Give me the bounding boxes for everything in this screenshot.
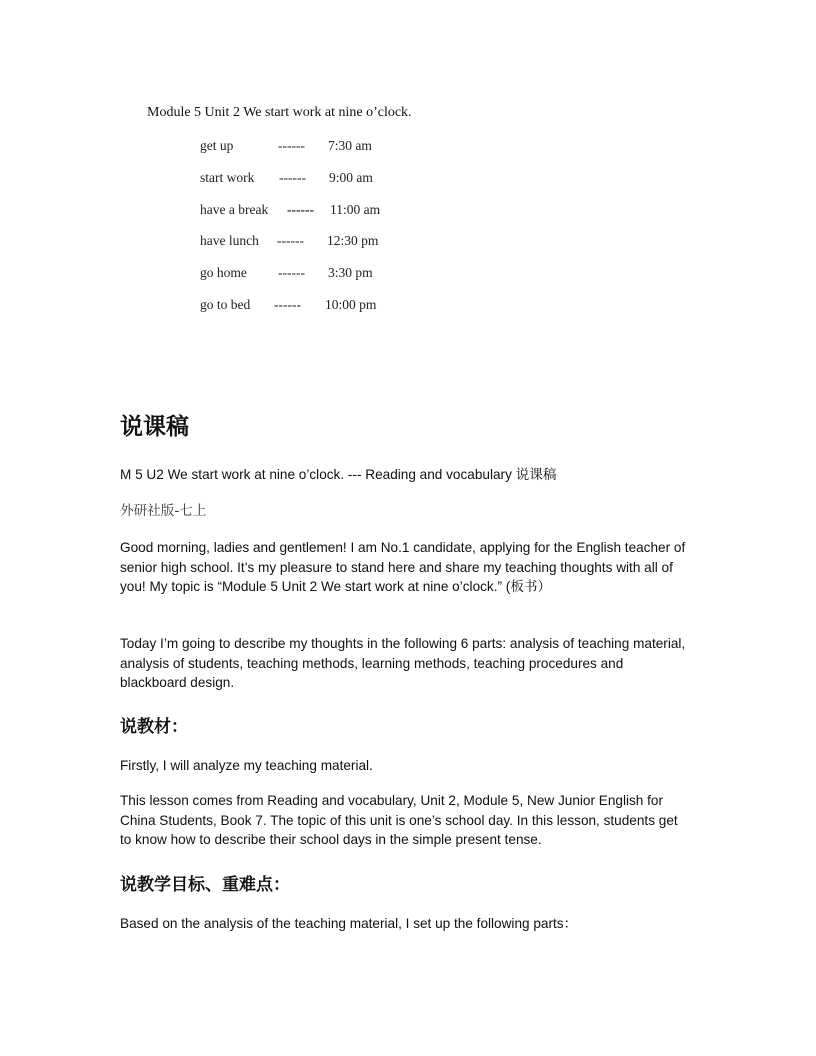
edition-label: 外研社版-七上 [120,503,207,519]
section-heading-material: 说教材： [120,717,188,737]
document-heading: 说课稿 [120,414,189,440]
schedule-activity: go to bed [200,297,251,312]
schedule-activity: go home [200,265,247,280]
schedule-time: 9:00 am [329,170,373,185]
schedule-dash: ------ [277,233,304,248]
schedule-dash: ------ [278,265,305,280]
schedule-activity: have a break [200,202,269,217]
schedule-dash: ------ [287,202,314,217]
schedule-row [200,297,420,317]
schedule-time: 3:30 pm [328,265,373,280]
blackboard-title: Module 5 Unit 2 We start work at nine o’clock. [147,105,412,120]
schedule-activity: get up [200,138,234,153]
schedule-time: 11:00 am [330,202,381,217]
schedule-row [200,170,420,190]
subtitle: M 5 U2 We start work at nine o’clock. --- Reading and vocabulary 说课稿 [120,467,557,482]
schedule-activity: have lunch [200,233,259,248]
schedule-activity: start work [200,170,255,185]
material-paragraph: This lesson comes from Reading and vocabulary, Unit 2, Module 5, New Junior English for China Students, Book 7. The topic of this unit is one’s school day. In this lesson, students get to know how to describe their school days in the simple present tense. [120,793,678,847]
schedule-dash: ------ [274,297,301,312]
section-heading-objectives: 说教学目标、重难点： [120,875,290,895]
schedule-time: 7:30 am [328,138,372,153]
schedule-dash: ------ [279,170,306,185]
schedule-row [200,233,420,253]
schedule-time: 10:00 pm [325,297,377,312]
material-intro: Firstly, I will analyze my teaching material. [120,758,373,773]
schedule-row [200,265,420,285]
schedule-row [200,202,420,222]
intro-paragraph: Good morning, ladies and gentlemen! I am No.1 candidate, applying for the English teacher of senior high school. It’s my pleasure to stand here and share my teaching thoughts with all of you! My topic is “Module 5 Unit 2 We start work at nine o’clock.” (板书） [120,540,686,594]
outline-paragraph: Today I’m going to describe my thoughts in the following 6 parts: analysis of teaching material, analysis of students, teaching methods, learning methods, teaching procedures and blackboard design. [120,636,686,690]
schedule-time: 12:30 pm [327,233,379,248]
schedule-row [200,138,420,158]
schedule-dash: ------ [278,138,305,153]
objectives-intro: Based on the analysis of the teaching material, I set up the following parts： [120,916,578,931]
